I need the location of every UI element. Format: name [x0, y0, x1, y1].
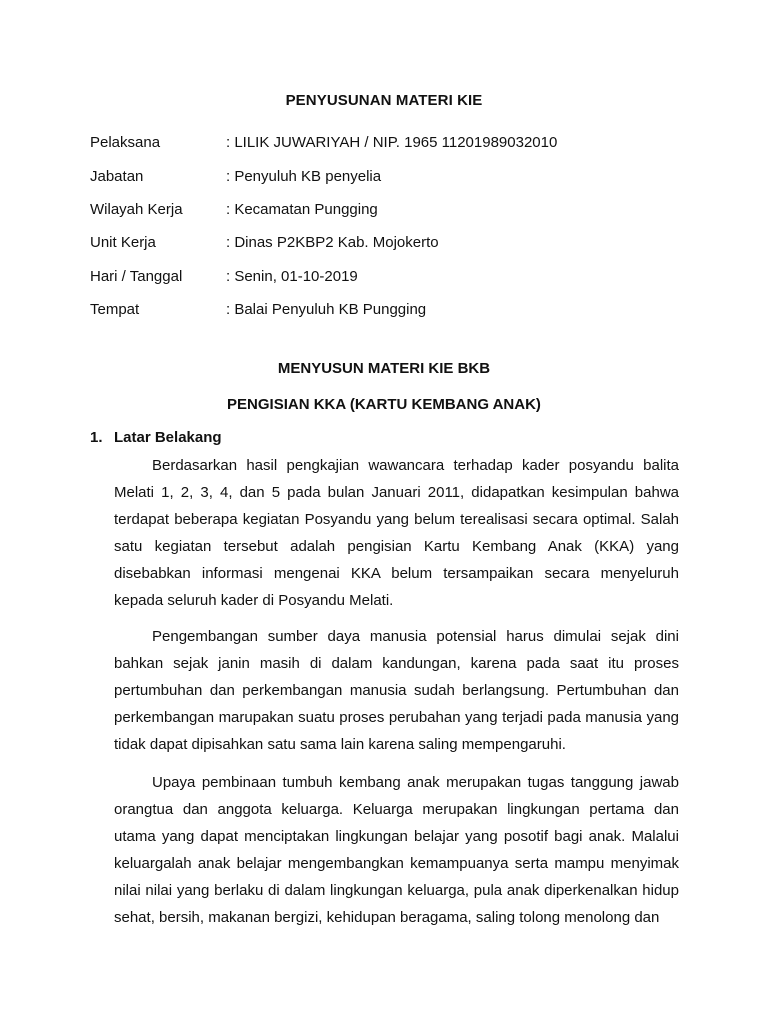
info-row-pelaksana [90, 126, 557, 159]
info-label: Unit Kerja [90, 234, 156, 252]
info-value: : Senin, 01-10-2019 [226, 267, 358, 285]
info-row-tempat [90, 293, 557, 326]
document-title: PENYUSUNAN MATERI KIE [285, 92, 483, 109]
info-label: Jabatan [90, 167, 144, 185]
info-value: : Dinas P2KBP2 Kab. Mojokerto [226, 234, 439, 252]
paragraph-1: Berdasarkan hasil pengkajian wawancara terhadap kader posyandu balita Melati 1, 2, 3, 4, dan 5 pada bulan Januari 2011, didapatkan kesimpulan bahwa terdapat beberapa kegiatan Posyandu yang belum terealisasi secara optimal. Salah satu kegiatan tersebut adalah pengisian Kartu Kembang Anak (KKA) yang disebabkan informasi mengenai KKA belum tersampaikan secara menyeluruh kepada seluruh kader di Posyandu Melati. [114, 457, 679, 609]
heading-materi-kie-bkb: MENYUSUN MATERI KIE BKB [277, 360, 491, 377]
info-label: Pelaksana [90, 134, 161, 152]
info-value: : Kecamatan Pungging [226, 200, 378, 218]
info-label: Wilayah Kerja [90, 200, 183, 218]
paragraph-3: Upaya pembinaan tumbuh kembang anak merupakan tugas tanggung jawab orangtua dan anggota keluarga. Keluarga merupakan lingkungan pertama dan utama yang dapat menciptakan lingkungan belajar yang posotif bagi anak. Malalui keluargalah anak belajar mengembangkan kemampuanya serta mampu menyimak nilai nilai yang berlaku di dalam lingkungan keluarga, pula anak diperkenalkan hidup sehat, bersih, makanan bergizi, kehidupan beragama, saling tolong menolong dan [114, 774, 679, 926]
info-value: : Balai Penyuluh KB Pungging [226, 301, 427, 319]
info-label: Tempat [90, 301, 140, 319]
info-row-jabatan [90, 159, 557, 192]
section-title: Latar Belakang [114, 429, 222, 446]
info-table [90, 126, 557, 326]
info-row-hari-tanggal [90, 260, 557, 293]
info-value: : LILIK JUWARIYAH / NIP. 1965 11201989032010 [226, 134, 558, 152]
info-label: Hari / Tanggal [90, 267, 183, 285]
heading-pengisian-kka: PENGISIAN KKA (KARTU KEMBANG ANAK) [227, 396, 541, 413]
paragraph-2: Pengembangan sumber daya manusia potensial harus dimulai sejak dini bahkan sejak janin masih di dalam kandungan, karena pada saat itu proses pertumbuhan dan perkembangan manusia sudah berlangsung. Pertumbuhan dan perkembangan marupakan suatu proses perubahan yang terjadi pada manusia yang tidak dapat dipisahkan satu sama lain karena saling mempengaruhi. [114, 628, 679, 753]
section-heading [90, 429, 222, 446]
info-row-wilayah-kerja [90, 193, 557, 226]
info-row-unit-kerja [90, 226, 557, 259]
section-number: 1. [90, 429, 103, 446]
info-value: : Penyuluh KB penyelia [226, 167, 382, 185]
